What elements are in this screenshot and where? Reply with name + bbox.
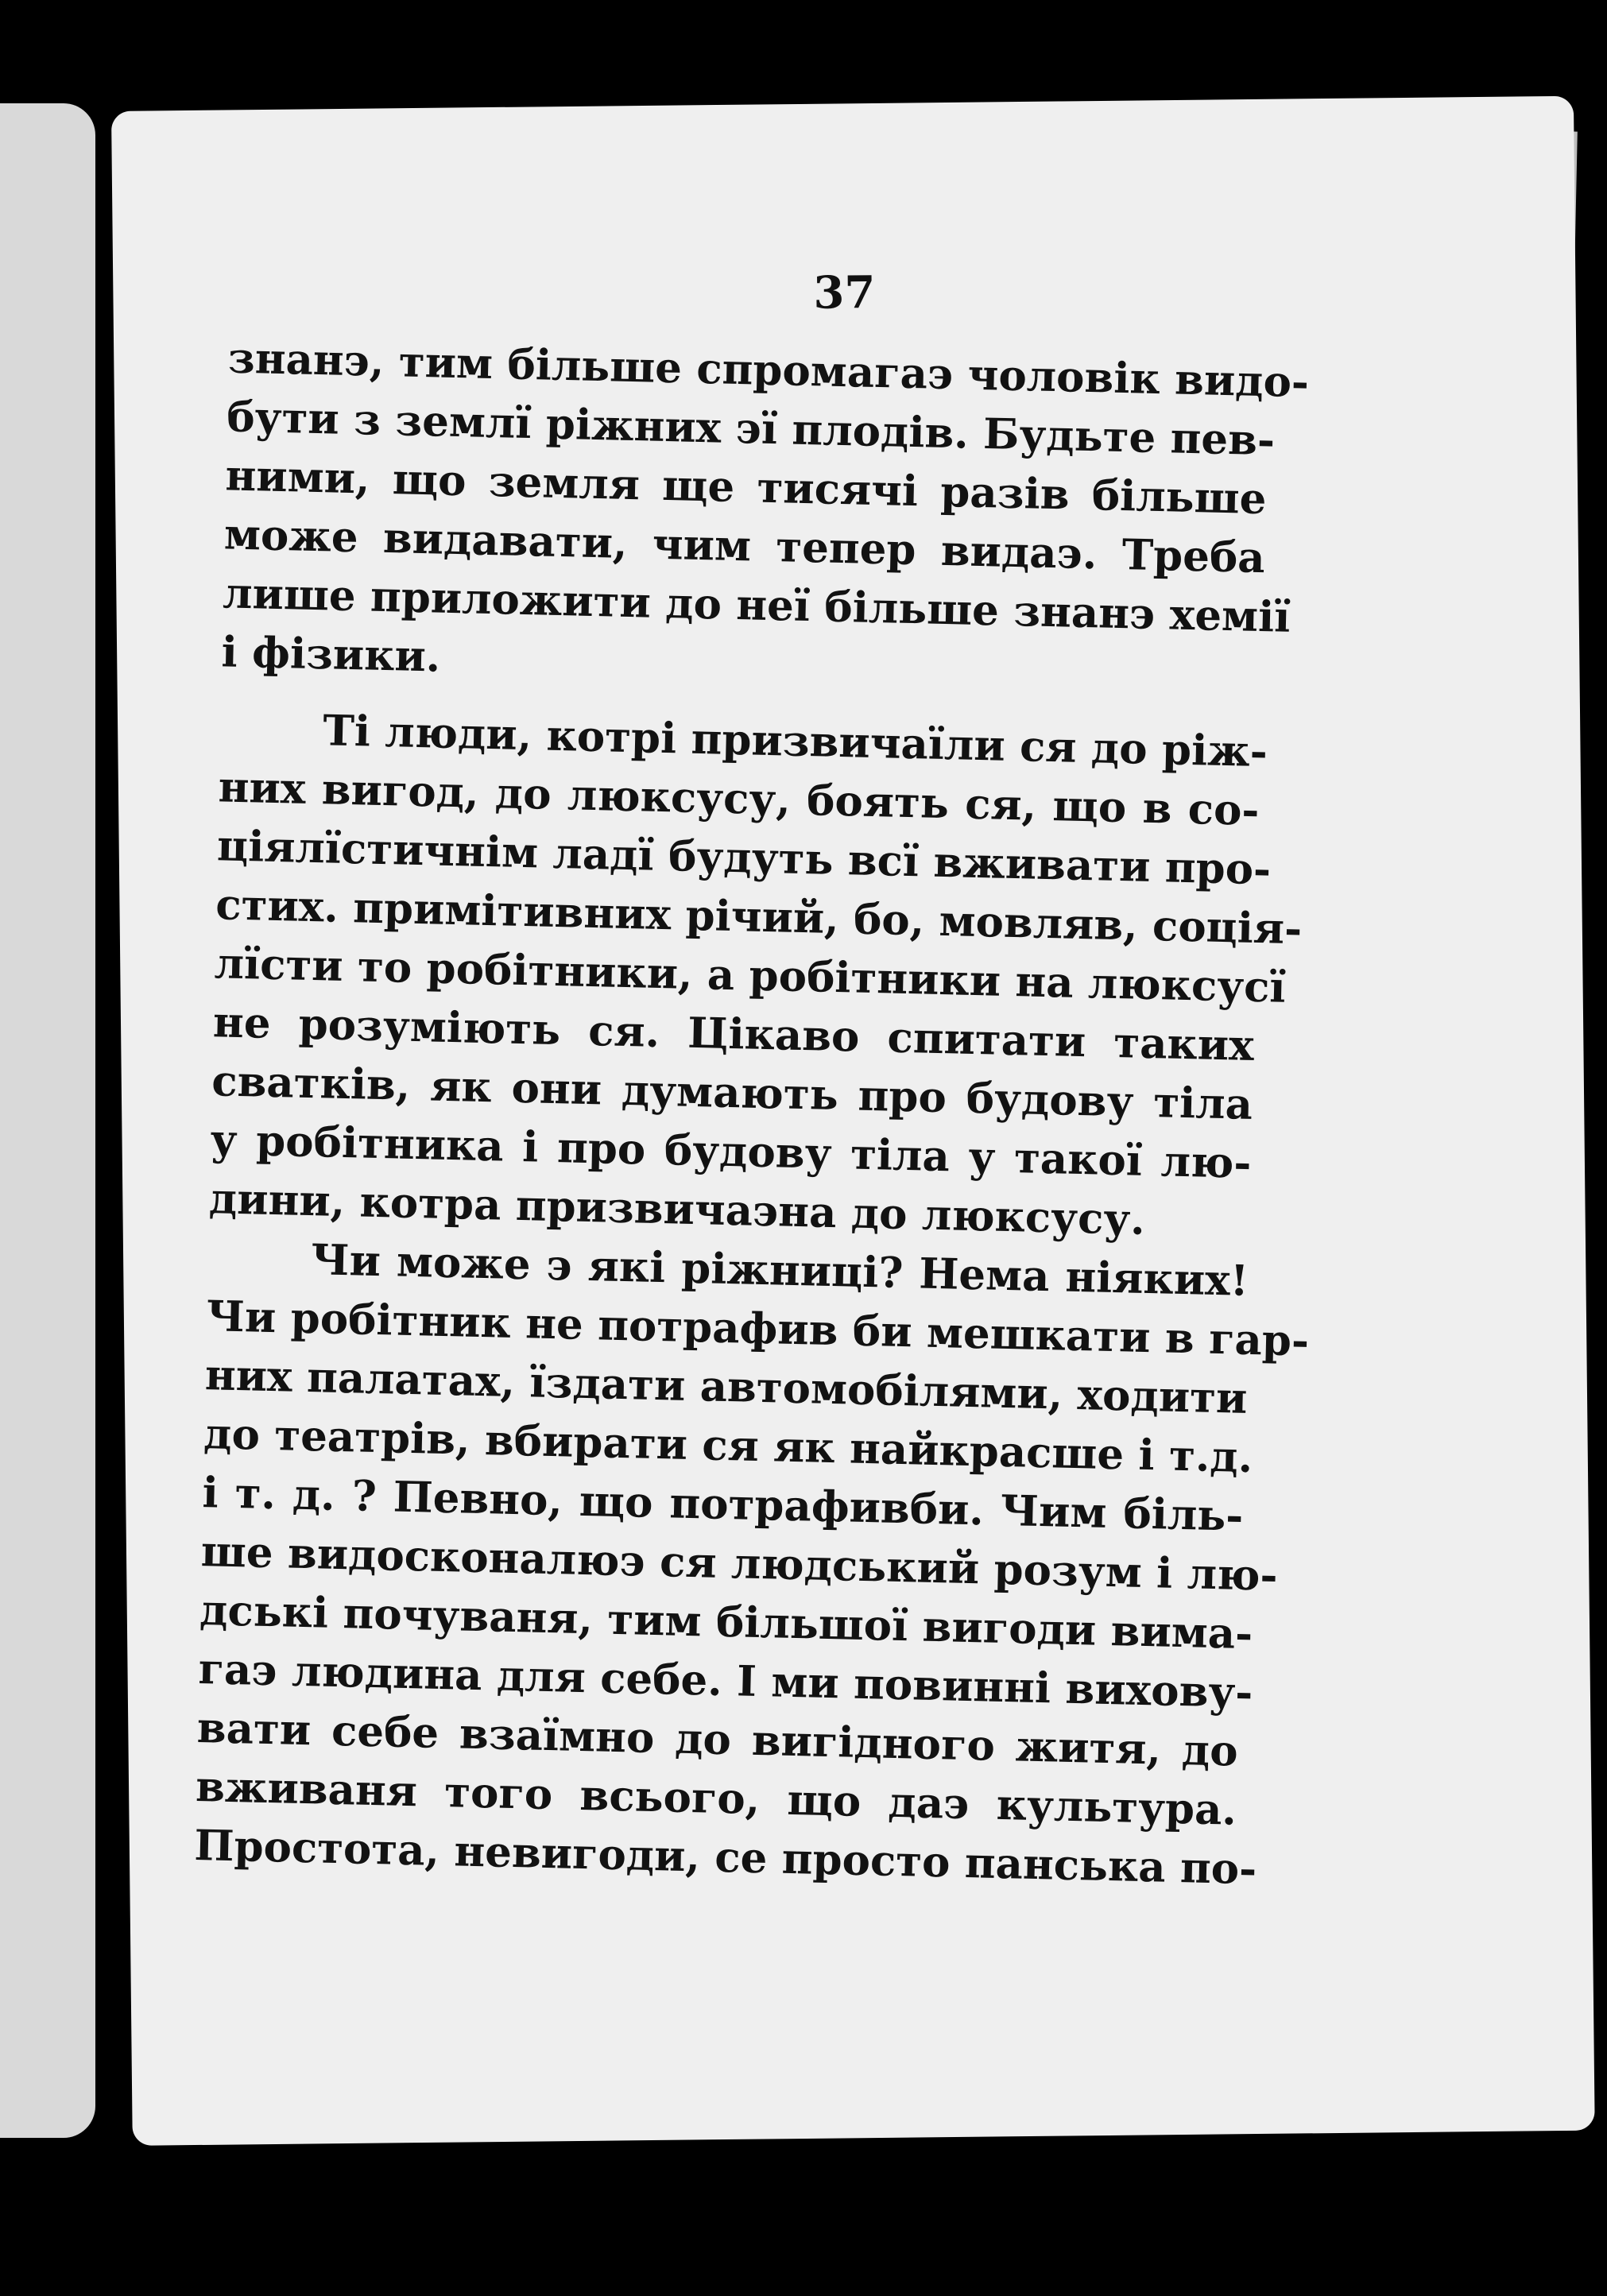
text-line: не розуміють ся. Цікаво спитати таких <box>212 997 1255 1071</box>
text-line: стих. примітивних річий, бо, мовляв, соція- <box>215 880 1303 954</box>
text-line: вживаня того всього, що даэ культура. <box>195 1762 1237 1835</box>
text-line: бути з землї ріжних эї плодів. Будьте пев- <box>226 392 1276 466</box>
text-line: знанэ, тим більше спромагаэ чоловік видо- <box>227 333 1310 408</box>
text-line: дські почуваня, тим більшої вигоди вима- <box>199 1586 1253 1659</box>
text-line: і фізики. <box>220 627 441 682</box>
text-line: може видавати, чим тепер видаэ. Треба <box>223 509 1266 583</box>
text-line: лїсти то робітники, а робітники на люксусї <box>214 939 1287 1012</box>
text-line: ними, що земля ще тисячі разів більше <box>224 451 1268 525</box>
text-line: ціялїстичнім ладї будуть всї вживати про- <box>216 821 1272 895</box>
text-line: дини, котра призвичаэна до люксусу. <box>208 1174 1146 1245</box>
paragraph-start-line: Чи може э які ріжниці? Нема ніяких! <box>310 1235 1249 1306</box>
text-line: Чи робітник не потрафив би мешкати в гар- <box>205 1291 1310 1366</box>
text-line: сватків, як они думають про будову тіла <box>211 1056 1253 1129</box>
body-text <box>193 328 1310 1898</box>
text-line: Простота, невигоди, се просто панська по- <box>193 1820 1257 1895</box>
text-line: них палатах, їздати автомобілями, ходити <box>204 1350 1249 1423</box>
book-page <box>111 96 1595 2146</box>
page-number: 37 <box>813 265 876 319</box>
text-line: гаэ людина для себе. І ми повинні вихову- <box>197 1644 1254 1718</box>
text-line: ше видосконалюэ ся людський розум і лю- <box>200 1527 1279 1601</box>
left-page-edge <box>0 103 95 2138</box>
text-line: до театрів, вбирати ся як найкрасше і т.д. <box>203 1409 1253 1483</box>
text-line: у робітника і про будову тіла у такої лю- <box>210 1115 1253 1188</box>
text-line: вати себе взаїмно до вигідного житя, до <box>196 1703 1239 1776</box>
paragraph-start-line: Ті люди, котрі призвичаїли ся до ріж- <box>322 706 1268 777</box>
text-line: лише приложити до неї більше знанэ хемії <box>222 568 1291 642</box>
text-line: і т. д. ? Певно, що потрафивби. Чим біль- <box>201 1468 1245 1541</box>
text-line: них вигод, до люксусу, боять ся, що в со- <box>218 762 1260 836</box>
